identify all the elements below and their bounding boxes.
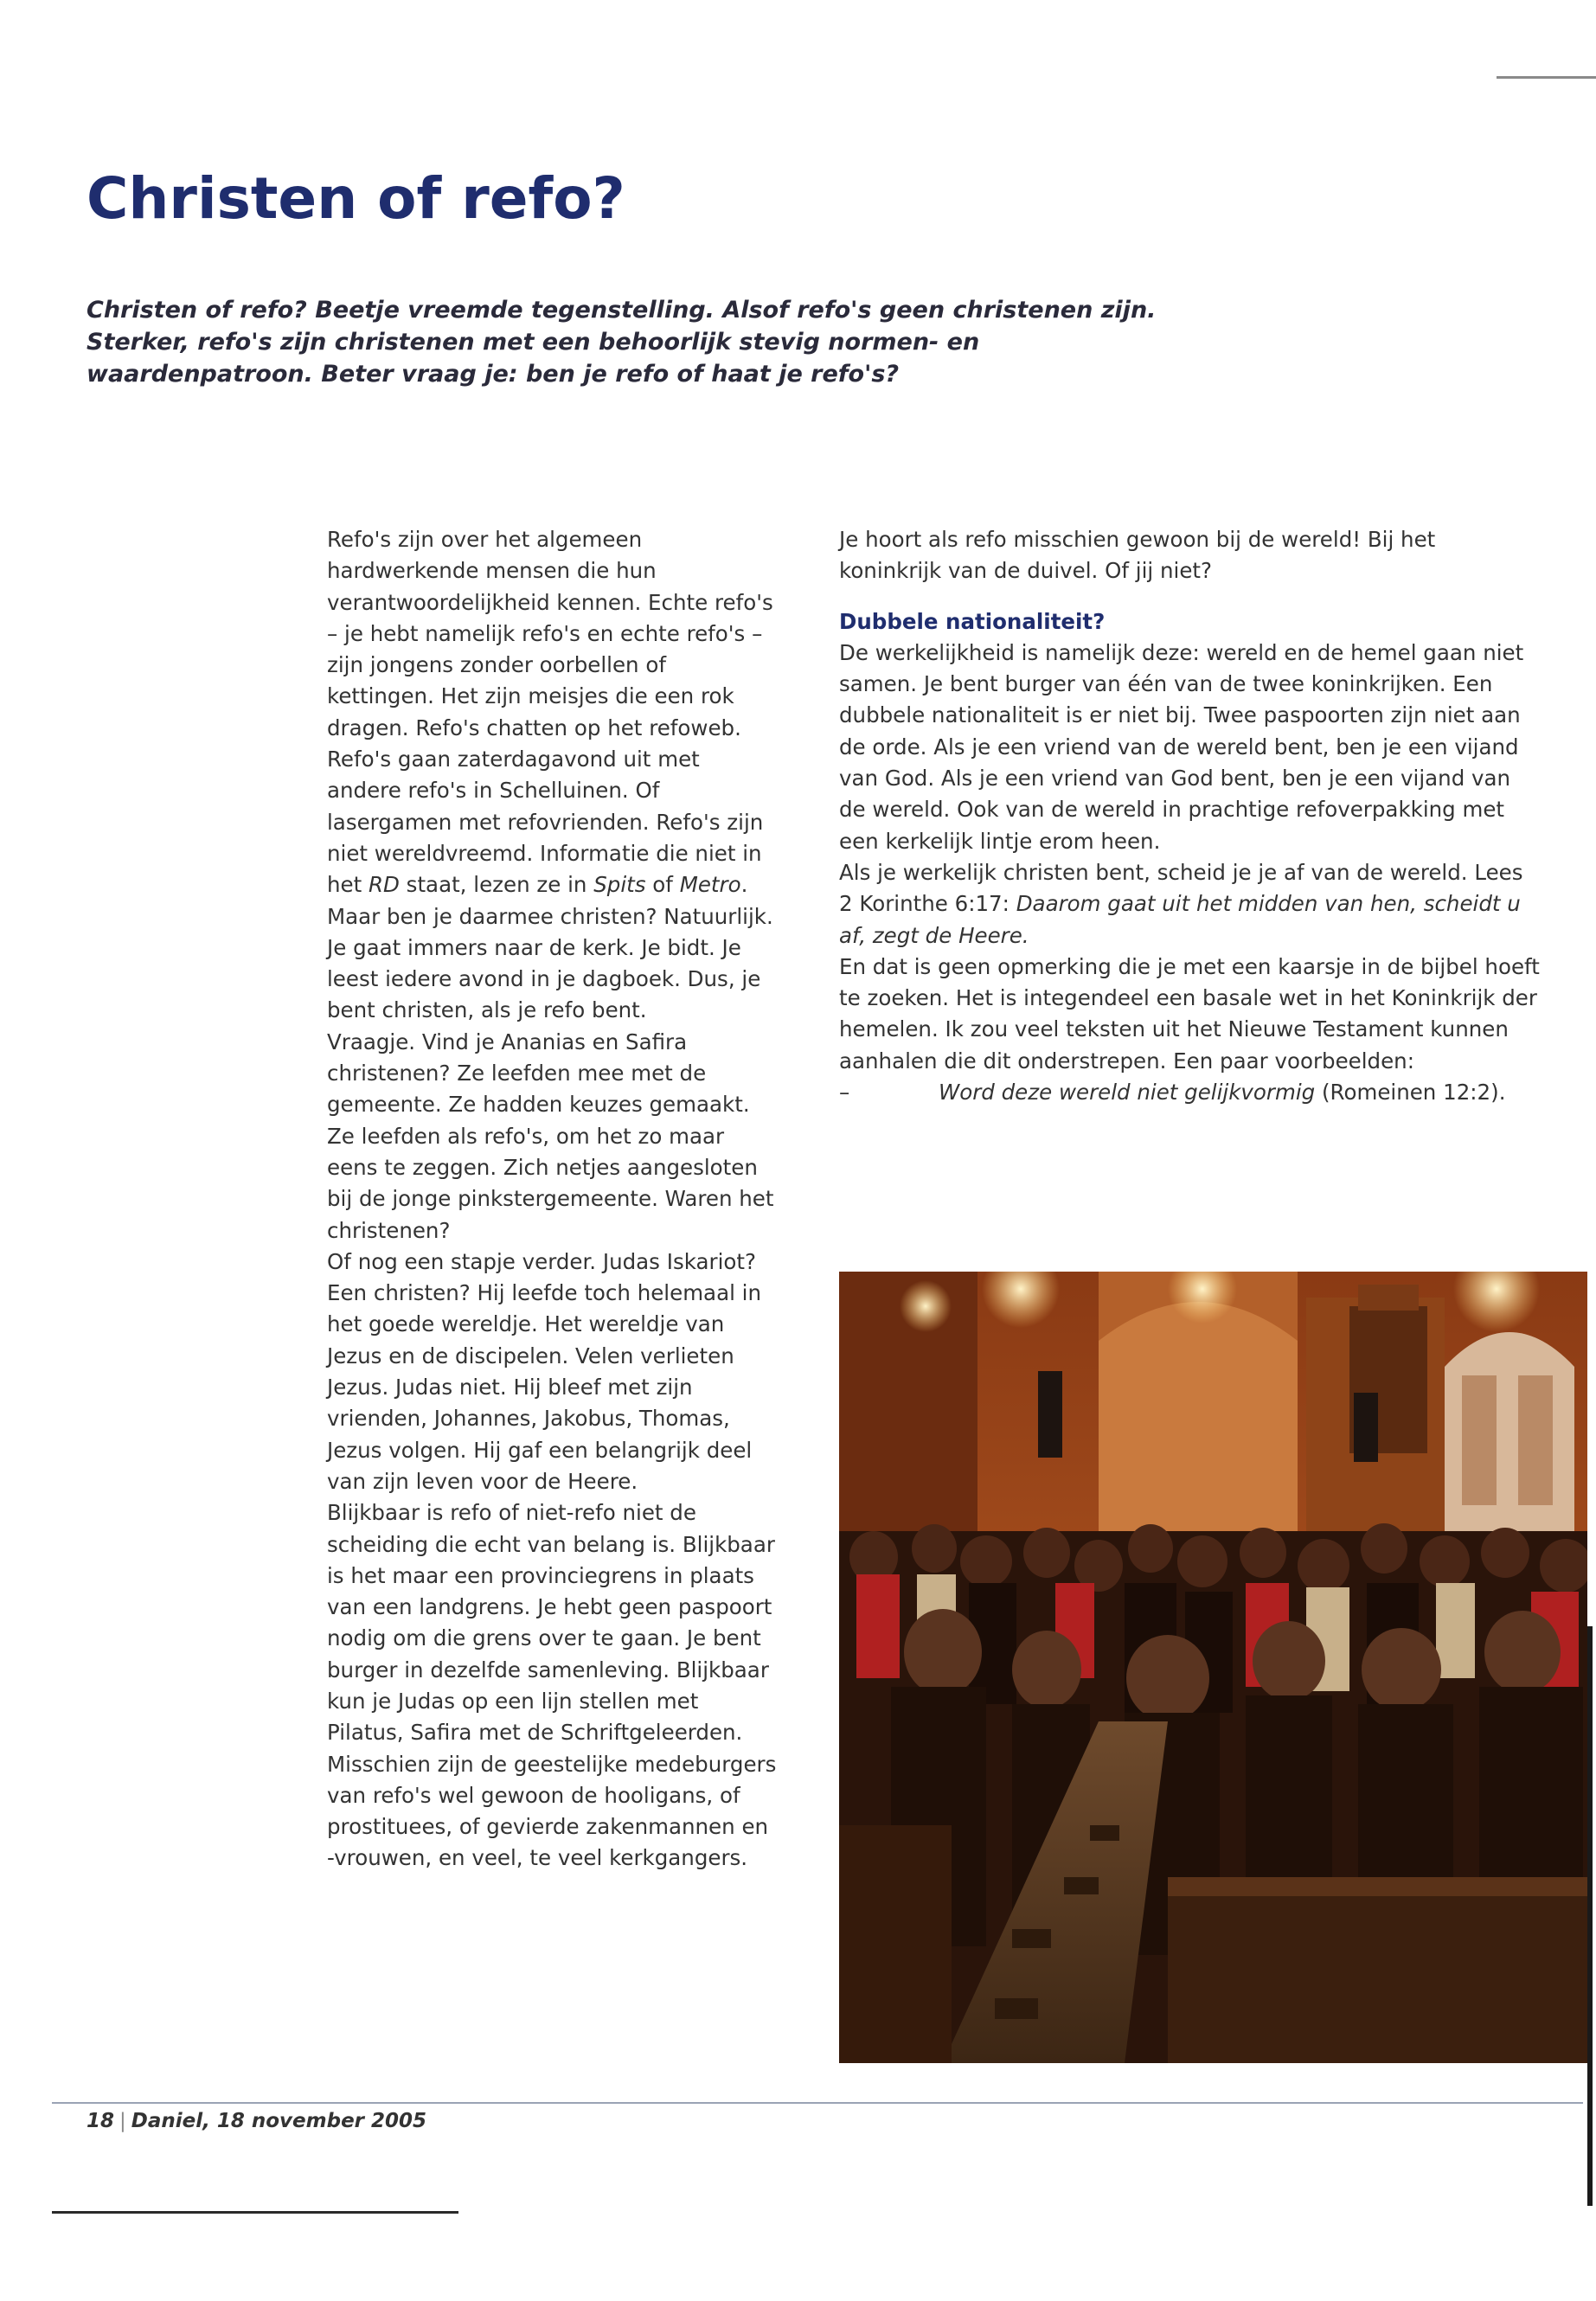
metro-newspaper-name: Metro xyxy=(679,872,741,898)
list-item-text: Word deze wereld niet gelijkvormig (Romeinen 12:2). xyxy=(939,1080,1506,1106)
bible-quote: Daarom gaat uit het midden van hen, scheidt u af, zegt de Heere. xyxy=(839,891,1521,948)
example-list-item xyxy=(839,1077,1540,1108)
spits-newspaper-name: Spits xyxy=(593,872,646,898)
article-intro: Christen of refo? Beetje vreemde tegenstelling. Alsof refo's geen christenen zijn. Sterker, refo's zijn christenen met een behoorlijk stevig normen- en waardenpatroon. Beter vraag je: ben je refo of haat je refo's? xyxy=(87,297,1157,388)
paragraph-gap xyxy=(839,587,1540,606)
right-paragraph-3: Als je werkelijk christen bent, scheid je je af van de wereld. Lees 2 Korinthe 6:17: Daarom gaat uit het midden van hen, scheidt u af, zegt de Heere. xyxy=(839,859,1523,948)
church-congregation-photo xyxy=(839,1272,1587,2063)
article-title: Christen of refo? xyxy=(87,165,625,232)
list-dash: – xyxy=(839,1080,850,1106)
right-paragraph-4: En dat is geen opmerking die je met een kaarsje in de bijbel hoeft te zoeken. Het is integendeel een basale wet in het Koninkrijk der hemelen. Ik zou veel teksten uit het Nieuwe Testament kunnen aanhalen die dit onderstrepen. Een paar voorbeelden: xyxy=(839,953,1540,1074)
page-edge-shadow xyxy=(1587,1626,1593,2206)
left-paragraph-3: Of nog een stapje verder. Judas Iskariot? Een christen? Hij leefde toch helemaal in het goede wereldje. Het wereldje van Jezus en de discipelen. Velen verlieten Jezus. Judas niet. Hij bleef met zijn vrienden, Johannes, Jakobus, Thomas, Jezus volgen. Hij gaf een belangrijk deel van zijn leven voor de Heere. xyxy=(327,1248,762,1494)
top-decorative-rule xyxy=(1497,76,1596,79)
right-text-column xyxy=(839,524,1540,1108)
publication-name-date: Daniel, 18 november 2005 xyxy=(131,2110,427,2132)
right-paragraph-1: Je hoort als refo misschien gewoon bij de wereld! Bij het koninkrijk van de duivel. Of jij niet? xyxy=(839,527,1436,584)
left-text-column xyxy=(327,524,777,1875)
page-footer xyxy=(87,2107,426,2135)
church-interior-illustration xyxy=(839,1272,1587,2063)
left-paragraph-1: Refo's zijn over het algemeen hardwerkende mensen die hun verantwoordelijkheid kennen. Echte refo's – je hebt namelijk refo's en echte refo's – zijn jongens zonder oorbellen of kettingen. Het zijn meisjes die een rok dragen. Refo's chatten op het refoweb. Refo's gaan zaterdagavond uit met andere refo's in Schelluinen. Of lasergamen met refovrienden. Refo's zijn niet wereldvreemd. Informatie die niet in het RD staat, lezen ze in Spits of Metro. Maar ben je daarmee christen? Natuurlijk. Je gaat immers naar de kerk. Je bidt. Je leest iedere avond in je dagboek. Dus, je bent christen, als je refo bent. xyxy=(327,527,773,1023)
page-number: 18 xyxy=(87,2110,115,2132)
left-paragraph-2: Vraagje. Vind je Ananias en Safira christenen? Ze leefden mee met de gemeente. Ze hadden keuzes gemaakt. Ze leefden als refo's, om het zo maar eens te zeggen. Zich netjes aangesloten bij de jonge pinkstergemeente. Waren het christenen? xyxy=(327,1029,774,1243)
rd-newspaper-name: RD xyxy=(369,872,400,898)
right-paragraph-2: De werkelijkheid is namelijk deze: wereld en de hemel gaan niet samen. Je bent burger van één van de twee koninkrijken. Een dubbele nationaliteit is er niet bij. Twee paspoorten zijn niet aan de orde. Als je een vriend van de wereld bent, ben je een vijand van God. Als je een vriend van God bent, ben je een vijand van de wereld. Ook van de wereld in prachtige refoverpakking met een kerkelijk lintje erom heen. xyxy=(839,639,1524,854)
bottom-decorative-rule xyxy=(52,2211,458,2214)
footer-rule xyxy=(52,2102,1583,2104)
left-paragraph-4: Blijkbaar is refo of niet-refo niet de scheiding die echt van belang is. Blijkbaar is het maar een provinciegrens in plaats van een landgrens. Je hebt geen paspoort nodig om die grens over te gaan. Je bent burger in dezelfde samenleving. Blijkbaar kun je Judas op een lijn stellen met Pilatus, Safira met de Schriftgeleerden. Misschien zijn de geestelijke medeburgers van refo's wel gewoon de hooligans, of prostituees, of gevierde zakenmannen en -vrouwen, en veel, te veel kerkgangers. xyxy=(327,1500,777,1871)
section-heading: Dubbele nationaliteit? xyxy=(839,608,1106,634)
footer-separator: | xyxy=(119,2110,126,2132)
